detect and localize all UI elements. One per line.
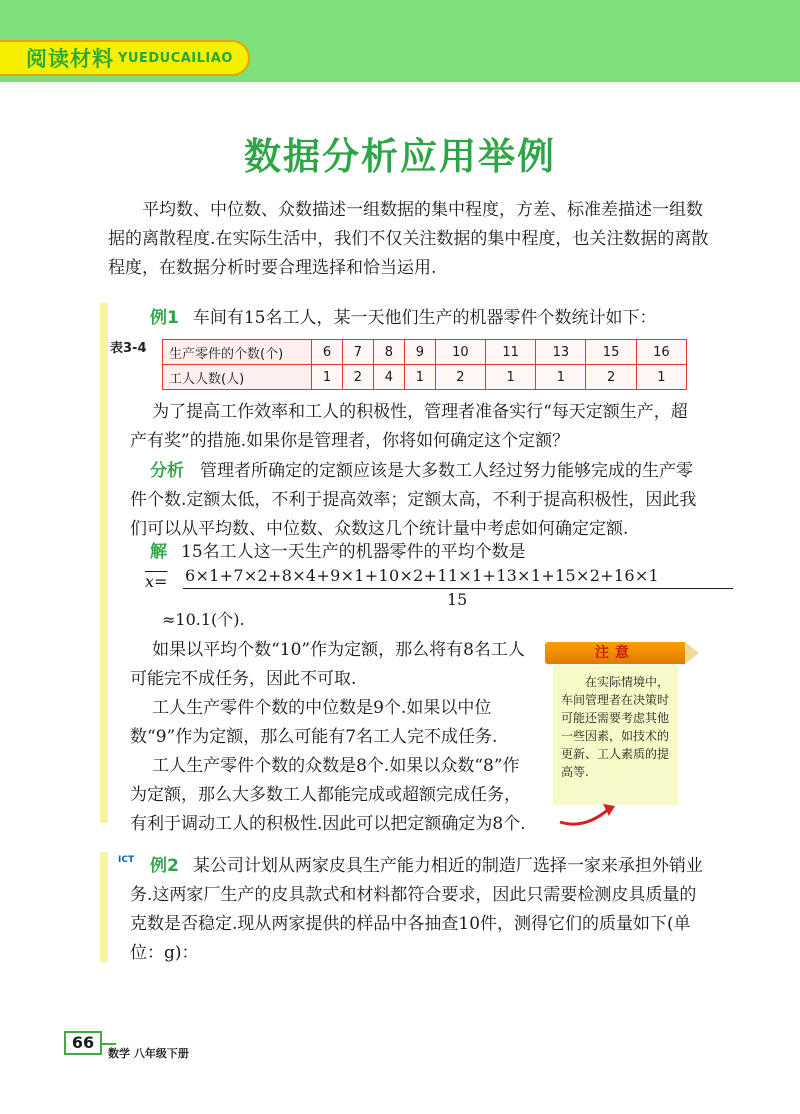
fraction-bar — [183, 588, 733, 589]
pencil-tip-icon — [685, 642, 699, 664]
table-cell: 1 — [404, 365, 435, 390]
table-cell: 9 — [404, 340, 435, 365]
example1-text: 车间有15名工人，某一天他们生产的机器零件个数统计如下： — [192, 308, 657, 328]
page-number: 66 — [64, 1031, 102, 1055]
section-title-en: YUEDUCAILIAO — [118, 50, 233, 66]
table-cell: 2 — [586, 365, 636, 390]
example1-label: 例1 — [150, 308, 179, 328]
data-table — [162, 339, 687, 390]
example2-text: 某公司计划从两家皮具生产能力相近的制造厂选择一家来承担外销业务.这两家厂生产的皮具款式和材料都符合要求，因此只需要检测皮具质量的克数是否稳定.现从两家提供的样品中各抽查10件，测得它们的质量如下(单位：g)： — [130, 856, 703, 963]
table-cell: 15 — [586, 340, 636, 365]
table-cell: 1 — [312, 365, 343, 390]
table-label: 表3-4 — [110, 341, 147, 356]
discussion-paragraph-mean: 如果以平均个数“10”作为定额，那么将有8名工人可能完不成任务，因此不可取. — [130, 640, 525, 689]
book-title: 数学 八年级下册 — [108, 1047, 189, 1060]
section-title-cn: 阅读材料 — [26, 47, 114, 71]
table-cell: 8 — [373, 340, 404, 365]
table-cell: 1 — [536, 365, 586, 390]
page-title: 数据分析应用举例 — [244, 135, 556, 178]
analysis-label: 分析 — [150, 461, 184, 481]
table-cell: 2 — [435, 365, 485, 390]
table-cell: 1 — [636, 365, 686, 390]
example2-label: 例2 — [150, 856, 179, 876]
table-cell: 2 — [342, 365, 373, 390]
discussion-block — [130, 636, 535, 839]
table-cell: 6 — [312, 340, 343, 365]
question-paragraph: 为了提高工作效率和工人的积极性，管理者准备实行“每天定额生产，超产有奖”的措施.如果你是管理者，你将如何确定这个定额？ — [130, 402, 688, 451]
formula-denominator: 15 — [447, 590, 468, 609]
formula-numerator: 6×1+7×2+8×4+9×1+10×2+11×1+13×1+15×2+16×1 — [185, 566, 660, 585]
discussion-paragraph-mode: 工人生产零件个数的众数是8个.如果以众数“8”作为定额，那么大多数工人都能完成或超额完成任务，有利于调动工人的积极性.因此可以把定额确定为8个. — [130, 756, 526, 834]
table-cell: 11 — [486, 340, 536, 365]
example2-paragraph — [130, 852, 710, 968]
table-cell: 10 — [435, 340, 485, 365]
mean-symbol: $\overline{x}$ — [145, 572, 155, 591]
solution-text: 15名工人这一天生产的机器零件的平均个数是 — [181, 542, 526, 562]
mean-approx: ≈10.1(个). — [162, 610, 245, 629]
table-row1-header: 生产零件的个数(个) — [163, 340, 312, 365]
example1-side-bar — [100, 303, 108, 823]
table-row2-header: 工人人数(人) — [163, 365, 312, 390]
table-cell: 16 — [636, 340, 686, 365]
curved-arrow-icon — [555, 800, 625, 830]
equals-sign: = — [154, 572, 168, 591]
ict-icon: ICT — [118, 855, 135, 865]
example2-side-bar — [100, 852, 108, 962]
table-cell: 7 — [342, 340, 373, 365]
discussion-paragraph-median: 工人生产零件个数的中位数是9个.如果以中位数“9”作为定额，那么可能有7名工人完不成任务. — [130, 698, 498, 747]
note-box: 在实际情境中，车间管理者在决策时可能还需要考虑其他一些因素，如技术的更新、工人素质的提高等. — [553, 665, 678, 805]
table-cell: 4 — [373, 365, 404, 390]
note-title: 注意 — [595, 645, 635, 661]
solution-label: 解 — [150, 542, 167, 562]
table-row — [163, 340, 687, 365]
section-tab — [0, 40, 250, 76]
analysis-text: 管理者所确定的定额应该是大多数工人经过努力能够完成的生产零件个数.定额太低，不利于提高效率；定额太高，不利于提高积极性，因此我们可以从平均数、中位数、众数这几个统计量中考虑如何确定定额. — [130, 461, 697, 539]
intro-paragraph: 平均数、中位数、众数描述一组数据的集中程度，方差、标准差描述一组数据的离散程度.在实际生活中，我们不仅关注数据的集中程度，也关注数据的离散程度，在数据分析时要合理选择和恰当运用. — [108, 200, 709, 278]
table-cell: 1 — [486, 365, 536, 390]
example1-line — [150, 306, 656, 330]
analysis-paragraph — [130, 457, 705, 544]
solution-line — [150, 537, 526, 562]
table-row — [163, 365, 687, 390]
table-cell: 13 — [536, 340, 586, 365]
